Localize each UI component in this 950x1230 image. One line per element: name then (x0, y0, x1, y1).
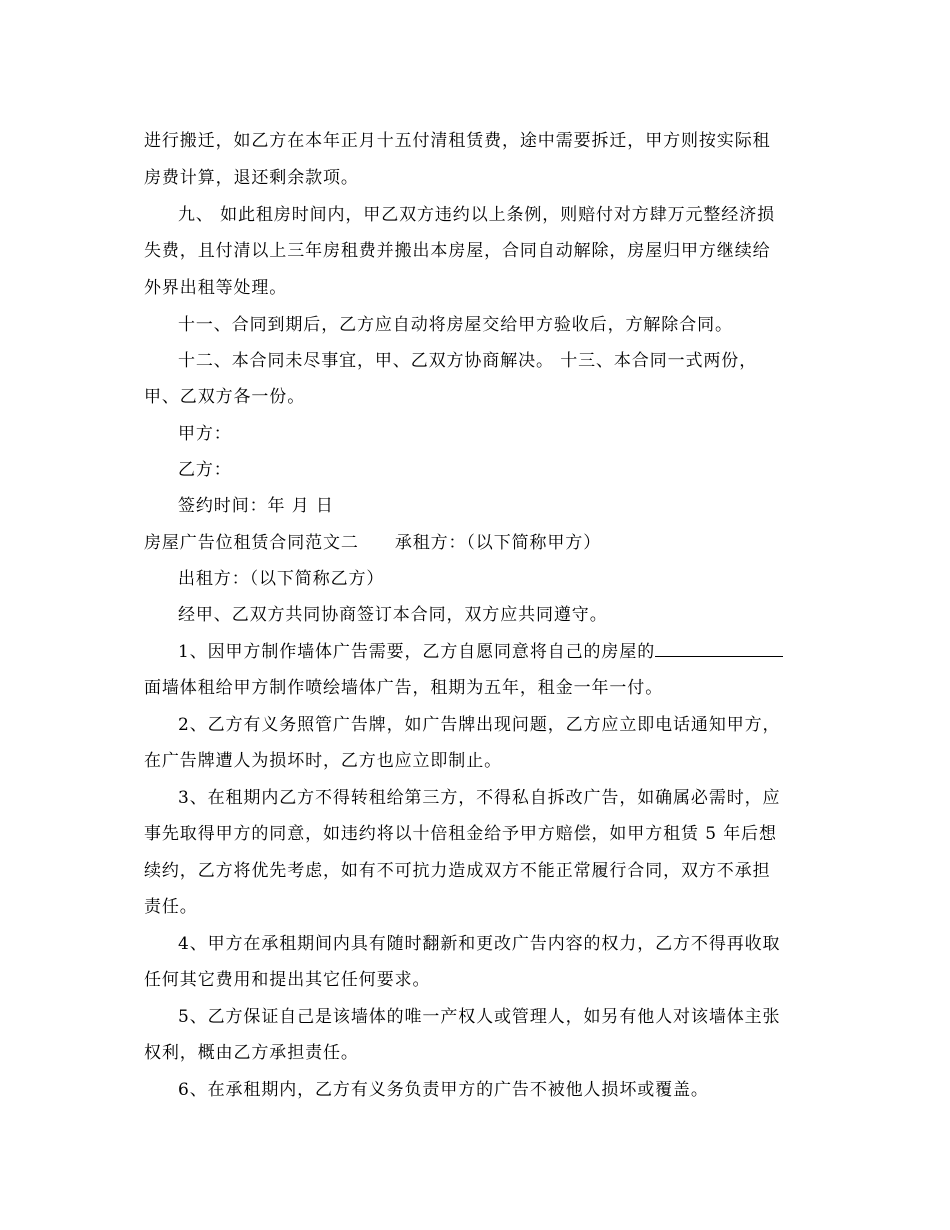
clause-1-text: 1、因甲方制作墙体广告需要，乙方自愿同意将自己的房屋的 (178, 642, 656, 662)
lessee-label: 承租方：（以下简称甲方） (394, 533, 602, 553)
paragraph-line: 失费，且付清以上三年房租费并搬出本房屋，合同自动解除，房屋归甲方继续给 (144, 241, 771, 261)
clause-6-line: 6、在承租期内，乙方有义务负责甲方的广告不被他人损坏或覆盖。 (178, 1080, 709, 1100)
paragraph-line: 在广告牌遭人为损坏时，乙方也应立即制止。 (144, 751, 502, 771)
paragraph-line: 责任。 (144, 897, 198, 917)
paragraph-line: 事先取得甲方的同意，如违约将以十倍租金给予甲方赔偿，如甲方租赁 5 年后想 (144, 824, 777, 844)
clause-5-line: 5、乙方保证自己是该墙体的唯一产权人或管理人，如另有他人对该墙体主张 (178, 1007, 781, 1027)
clause-12-line: 十二、本合同未尽事宜，甲、乙双方协商解决。 十三、本合同一式两份， (178, 351, 758, 371)
clause-4-line: 4、甲方在承租期间内具有随时翻新和更改广告内容的权力，乙方不得再收取 (178, 934, 781, 954)
clause-9-line: 九、 如此租房时间内，甲乙双方违约以上条例，则赔付对方肆万元整经济损 (178, 205, 776, 225)
paragraph-line: 外界出租等处理。 (144, 278, 288, 298)
party-b-signature-label: 乙方： (178, 460, 232, 480)
paragraph-line: 面墙体租给甲方制作喷绘墙体广告，租期为五年，租金一年一付。 (144, 678, 664, 698)
section-title: 房屋广告位租赁合同范文二 (144, 533, 359, 553)
clause-3-line: 3、在租期内乙方不得转租给第三方，不得私自拆改广告，如确属必需时，应 (178, 788, 781, 808)
clause-2-line: 2、乙方有义务照管广告牌，如广告牌出现问题，乙方应立即电话通知甲方， (178, 715, 781, 735)
clause-11-line: 十一、合同到期后，乙方应自动将房屋交给甲方验收后，方解除合同。 (178, 315, 733, 335)
paragraph-line: 权利，概由乙方承担责任。 (144, 1043, 359, 1063)
paragraph-line: 进行搬迁，如乙方在本年正月十五付清租赁费，途中需要拆迁，甲方则按实际租 (144, 131, 771, 151)
lessor-label: 出租方：（以下简称乙方） (178, 569, 385, 589)
fill-in-blank (655, 637, 783, 657)
signing-date-label: 签约时间：年 月 日 (178, 496, 334, 516)
party-a-signature-label: 甲方： (178, 424, 232, 444)
paragraph-line: 续约，乙方将优先考虑，如有不可抗力造成双方不能正常履行合同，双方不承担 (144, 861, 771, 881)
section-title-line (144, 528, 824, 558)
clause-1-line (178, 637, 858, 667)
agreement-intro: 经甲、乙双方共同协商签订本合同，双方应共同遵守。 (178, 605, 608, 625)
paragraph-line: 任何其它费用和提出其它任何要求。 (144, 970, 431, 990)
paragraph-line: 房费计算，退还剩余款项。 (144, 168, 359, 188)
paragraph-line: 甲、乙双方各一份。 (144, 387, 306, 407)
